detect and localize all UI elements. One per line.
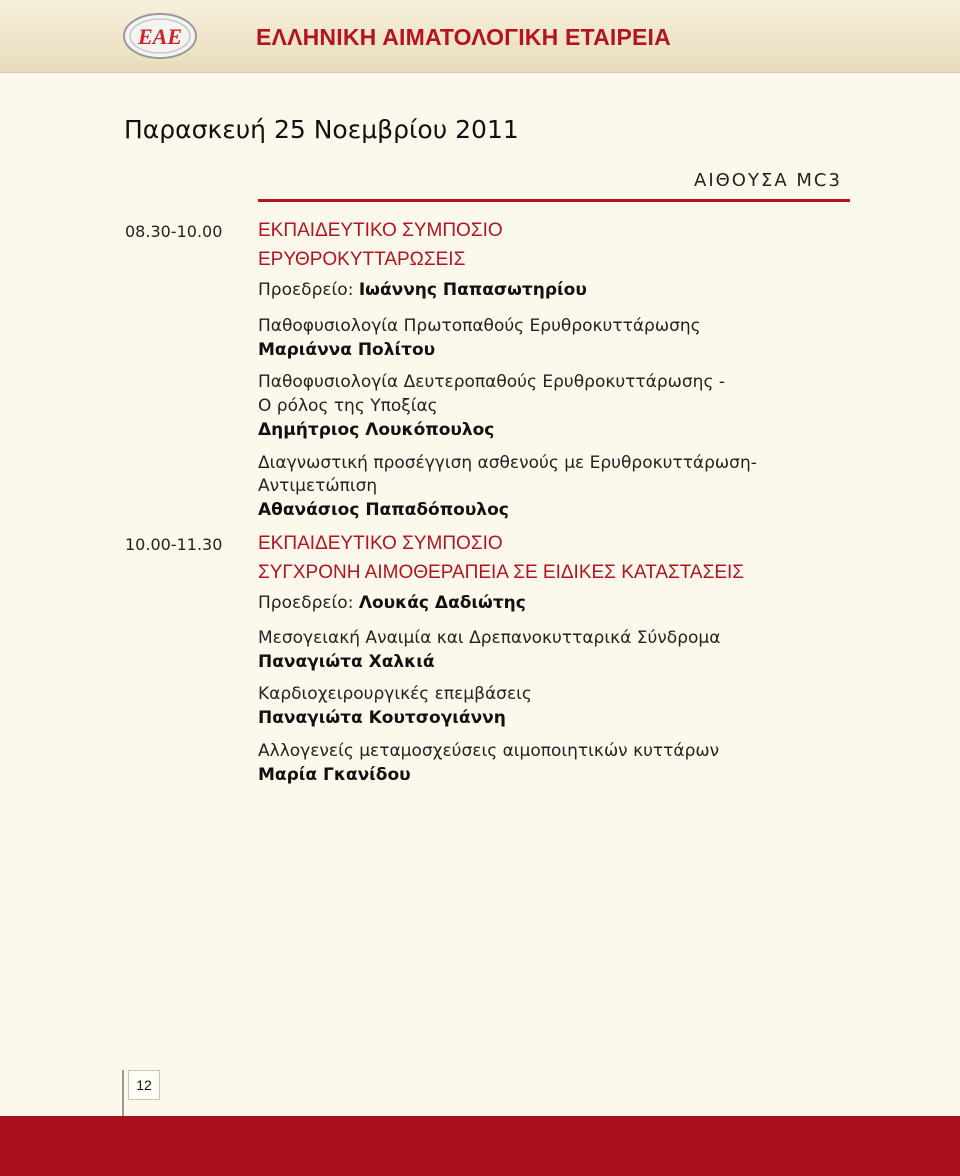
page-marker-line <box>122 1070 124 1116</box>
chair-name: Ιωάννης Παπασωτηρίου <box>358 280 587 300</box>
talk-speaker: Αθανάσιος Παπαδόπουλος <box>258 500 509 520</box>
session-chair <box>258 280 587 300</box>
talk-title: Καρδιοχειρουργικές επεμβάσεις <box>258 684 532 704</box>
logo-text: ΕΑΕ <box>137 24 183 49</box>
talk-title: Μεσογειακή Αναιμία και Δρεπανοκυτταρικά Σύνδρομα <box>258 628 721 648</box>
talk-title: Αλλογενείς μεταμοσχεύσεις αιμοποιητικών κυττάρων <box>258 741 720 761</box>
session-type: ΕΚΠΑΙΔΕΥΤΙΚΟ ΣΥΜΠΟΣΙΟ <box>258 220 503 241</box>
session-type: ΕΚΠΑΙΔΕΥΤΙΚΟ ΣΥΜΠΟΣΙΟ <box>258 533 503 554</box>
chair-name: Λουκάς Δαδιώτης <box>358 593 526 613</box>
talk-speaker: Δημήτριος Λουκόπουλος <box>258 420 495 440</box>
chair-label: Προεδρείο: <box>258 280 359 300</box>
chair-label: Προεδρείο: <box>258 593 359 613</box>
header-bar <box>0 0 960 73</box>
room-divider <box>258 199 850 202</box>
page-number: 12 <box>128 1070 160 1100</box>
talk-title-continued: Ο ρόλος της Υποξίας <box>258 396 438 416</box>
talk-title-continued: Αντιμετώπιση <box>258 476 378 496</box>
society-logo <box>120 8 200 64</box>
talk-title: Παθοφυσιολογία Πρωτοπαθούς Ερυθροκυττάρωσης <box>258 316 701 336</box>
talk-title: Διαγνωστική προσέγγιση ασθενούς με Ερυθροκυττάρωση- <box>258 453 757 473</box>
talk-title: Παθοφυσιολογία Δευτεροπαθούς Ερυθροκυττάρωσης - <box>258 372 725 392</box>
session-time: 08.30-10.00 <box>125 222 223 241</box>
session-title: ΕΡΥΘΡΟΚΥΤΤΑΡΩΣΕΙΣ <box>258 249 466 270</box>
session-chair <box>258 593 526 613</box>
footer-bar <box>0 1116 960 1176</box>
organization-name: ΕΛΛΗΝΙΚΗ ΑΙΜΑΤΟΛΟΓΙΚΗ ΕΤΑΙΡΕΙΑ <box>256 24 671 50</box>
session-title: ΣΥΓΧΡΟΝΗ ΑΙΜΟΘΕΡΑΠΕΙΑ ΣΕ ΕΙΔΙΚΕΣ ΚΑΤΑΣΤΑΣΕΙΣ <box>258 562 745 583</box>
talk-speaker: Μαρία Γκανίδου <box>258 765 411 785</box>
page-title: Παρασκευή 25 Νοεμβρίου 2011 <box>124 115 519 144</box>
talk-speaker: Παναγιώτα Χαλκιά <box>258 652 435 672</box>
talk-speaker: Παναγιώτα Κουτσογιάννη <box>258 708 506 728</box>
talk-speaker: Μαριάννα Πολίτου <box>258 340 436 360</box>
session-time: 10.00-11.30 <box>125 535 223 554</box>
room-label: ΑΙΘΟΥΣΑ MC3 <box>694 170 842 191</box>
